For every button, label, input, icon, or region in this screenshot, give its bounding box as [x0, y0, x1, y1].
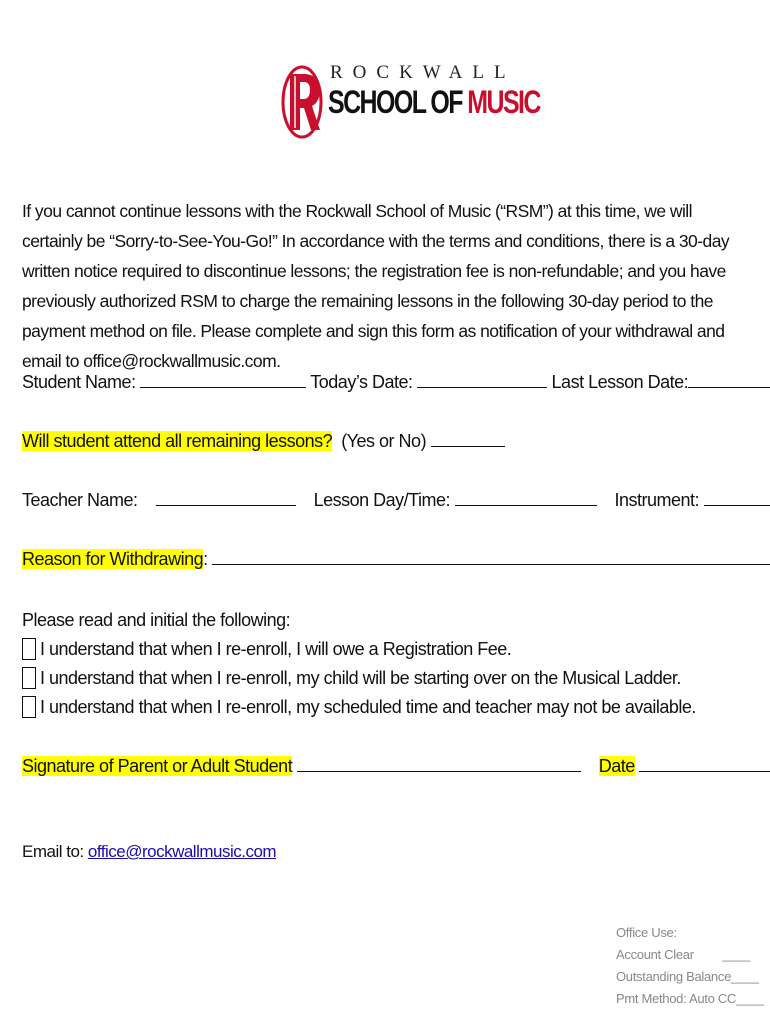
teacher-name-field[interactable]	[156, 488, 296, 506]
school-logo	[280, 62, 540, 142]
office-use-row-label: Pmt Method: Auto CC	[616, 991, 737, 1006]
reason-label: Reason for Withdrawing	[22, 549, 204, 569]
logo-music: MUSIC	[467, 84, 540, 120]
office-use-blank: ____	[736, 991, 764, 1006]
teacher-name-label: Teacher Name:	[22, 490, 138, 510]
initial-checkbox[interactable]	[22, 638, 36, 660]
office-use-box	[616, 922, 764, 1010]
teacher-row	[22, 488, 770, 511]
checklist-item-text: I understand that when I re-enroll, my child will be starting over on the Musical Ladder.	[40, 668, 681, 688]
email-label: Email to:	[22, 842, 84, 861]
checklist-heading: Please read and initial the following:	[22, 610, 291, 630]
office-use-row-label: Account Clear	[616, 947, 694, 962]
signature-row	[22, 754, 770, 777]
todays-date-field[interactable]	[417, 370, 547, 388]
date-label: Date	[598, 756, 635, 776]
office-use-blank: ____	[722, 947, 750, 962]
signature-date-field[interactable]	[639, 754, 770, 772]
logo-top-text: ROCKWALL	[330, 62, 516, 83]
todays-date-label: Today’s Date:	[310, 372, 413, 392]
student-info-row	[22, 370, 770, 393]
reason-colon: :	[203, 549, 208, 569]
initial-checkbox[interactable]	[22, 667, 36, 689]
reason-field[interactable]	[212, 547, 770, 565]
attend-row	[22, 429, 505, 452]
attend-options: (Yes or No)	[341, 431, 427, 451]
signature-field[interactable]	[297, 754, 581, 772]
office-use-blank: ____	[731, 969, 759, 984]
office-use-row	[616, 966, 759, 988]
checklist-item	[22, 635, 696, 664]
last-lesson-date-field[interactable]	[688, 370, 770, 388]
rockwall-emblem-icon	[280, 64, 324, 142]
checklist-item-text: I understand that when I re-enroll, I will owe a Registration Fee.	[40, 639, 512, 659]
instrument-field[interactable]	[704, 488, 770, 506]
attend-answer-field[interactable]	[431, 429, 505, 447]
office-use-row	[616, 944, 750, 966]
signature-label: Signature of Parent or Adult Student	[22, 756, 293, 776]
checklist-item-text: I understand that when I re-enroll, my scheduled time and teacher may not be available.	[40, 697, 696, 717]
office-use-row-label: Outstanding Balance	[616, 969, 731, 984]
email-row	[22, 842, 276, 862]
student-name-label: Student Name:	[22, 372, 136, 392]
last-lesson-date-label: Last Lesson Date:	[551, 372, 689, 392]
initial-checkbox[interactable]	[22, 696, 36, 718]
student-name-field[interactable]	[140, 370, 306, 388]
logo-school-of: SCHOOL OF	[328, 84, 462, 120]
lesson-day-time-label: Lesson Day/Time:	[313, 490, 450, 510]
email-link[interactable]: office@rockwallmusic.com	[87, 842, 277, 861]
initial-checklist	[22, 606, 696, 722]
instrument-label: Instrument:	[614, 490, 700, 510]
reason-row	[22, 547, 770, 570]
logo-bottom-text	[328, 84, 540, 121]
attend-question: Will student attend all remaining lessons?	[22, 431, 333, 451]
office-use-row	[616, 988, 764, 1010]
checklist-item	[22, 664, 696, 693]
office-use-heading: Office Use:	[616, 925, 677, 940]
checklist-item	[22, 693, 696, 722]
intro-paragraph: If you cannot continue lessons with the Rockwall School of Music (“RSM”) at this time, we will certainly be “Sorry-to-See-You-Go!” In accordance with the terms and conditions, there is a 30-day written notice required to discontinue lessons; the registration fee is non-refundable; and you have previously authorized RSM to charge the remaining lessons in the following 30-day period to the payment method on file. Please complete and sign this form as notification of your withdrawal and email to office@rockwallmusic.com.	[22, 201, 730, 371]
lesson-day-time-field[interactable]	[455, 488, 597, 506]
